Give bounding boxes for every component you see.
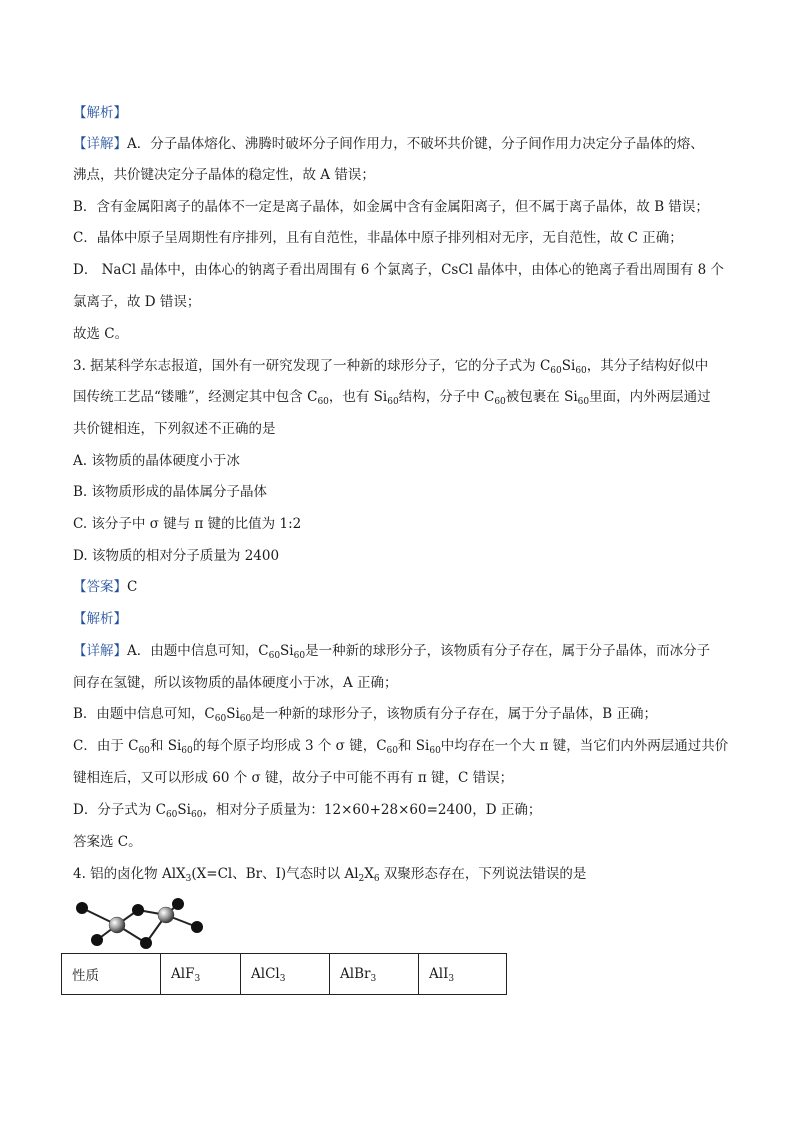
detail-line-d1: D． NaCl 晶体中，由体心的钠离子看出周围有 6 个氯离子，CsCl 晶体中，由体心的铯离子看出周围有 8 个	[73, 262, 724, 278]
q3-option-b: B. 该物质形成的晶体属分子晶体	[73, 484, 268, 500]
halogen-atom	[172, 898, 184, 910]
q3-stem-line1: 3. 据某科学东志报道，国外有一研究发现了一种新的球形分子，它的分子式为 $C_{60}Si_{60}$，其分子结构好似中	[73, 358, 709, 376]
q3-conclusion: 答案选 C。	[73, 834, 142, 850]
q3-detail-c2: 键相连后，又可以形成 60 个 σ 键，故分子中可能不再有 π 键，C 错误；	[73, 770, 514, 786]
table-cell-alf3: AlF$_3$	[161, 954, 241, 995]
detail-line-c: C．晶体中原子呈周期性有序排列，且有自范性，非晶体中原子排列相对无序，无自范性，故 C 正确；	[73, 230, 683, 246]
q3-stem-line3: 共价键相连，下列叙述不正确的是	[73, 421, 276, 437]
q3-option-c: C. 该分子中 σ 键与 π 键的比值为 1:2	[73, 516, 302, 532]
halogen-atom	[76, 902, 88, 914]
q3-detail-a1: 【详解】A．由题中信息可知，$C_{60}Si_{60}$是一种新的球形分子，该物质有分子存在，属于分子晶体，而冰分子	[73, 643, 711, 661]
table-cell-ali3: AlI$_3$	[419, 954, 507, 995]
table-cell-albr3: AlBr$_3$	[330, 954, 419, 995]
q3-detail-b: B．由题中信息可知，$C_{60}Si_{60}$是一种新的球形分子，该物质有分子存在，属于分子晶体，B 正确；	[73, 706, 657, 724]
q3-option-a: A. 该物质的晶体硬度小于冰	[73, 453, 240, 469]
q3-option-d: D. 该物质的相对分子质量为 2400	[73, 548, 280, 564]
detail-tag: 【详解】	[73, 136, 127, 152]
q4-stem: 4. 铝的卤化物 AlX$_3$(X=Cl、Br、I)气态时以 $Al_2X_6$ 双聚形态存在，下列说法错误的是	[73, 866, 587, 884]
detail-line-a1	[73, 134, 704, 154]
halogen-atom	[140, 937, 152, 949]
al2x6-molecule-diagram	[70, 895, 210, 953]
halogen-atom	[191, 921, 203, 933]
analysis-heading: 【解析】	[73, 105, 127, 121]
halogen-atom	[132, 904, 144, 916]
table-header-cell: 性质	[62, 954, 161, 995]
q3-analysis-heading: 【解析】	[73, 611, 127, 627]
q3-detail-d: D．分子式为 $C_{60}Si_{60}$，相对分子质量为：12×60+28×60=2400，D 正确；	[73, 802, 542, 820]
q3-stem-line2: 国传统工艺品“镂雕”，经测定其中包含 $C_{60}$，也有 $Si_{60}$结构，分子中 $C_{60}$被包裹在 $Si_{60}$里面，内外两层通过	[73, 389, 711, 407]
detail-line-b: B．含有金属阳离子的晶体不一定是离子晶体，如金属中含有金属阳离子，但不属于离子晶体，故 B 错误；	[73, 199, 709, 215]
aluminum-atom	[109, 917, 125, 933]
halide-property-table	[61, 953, 507, 995]
q3-answer: 【答案】C	[73, 579, 138, 595]
aluminum-atom	[158, 907, 174, 923]
detail-line-a2: 沸点，共价键决定分子晶体的稳定性，故 A 错误；	[73, 167, 375, 183]
detail-text: A．分子晶体熔化、沸腾时破坏分子间作用力，不破坏共价键，分子间作用力决定分子晶体的熔、	[127, 136, 704, 152]
q3-detail-c1: C．由于 $C_{60}$和 $Si_{60}$的每个原子均形成 3 个 σ 键，$C_{60}$和 $Si_{60}$中均存在一个大 π 键，当它们内外两层通过共价	[73, 738, 729, 756]
detail-line-d2: 氯离子，故 D 错误；	[73, 294, 201, 310]
conclusion-line: 故选 C。	[73, 326, 129, 342]
q3-detail-a2: 间存在氢键，所以该物质的晶体硬度小于冰，A 正确；	[73, 675, 398, 691]
halogen-atom	[91, 934, 103, 946]
table-cell-alcl3: AlCl$_3$	[241, 954, 330, 995]
table-row	[62, 954, 507, 995]
